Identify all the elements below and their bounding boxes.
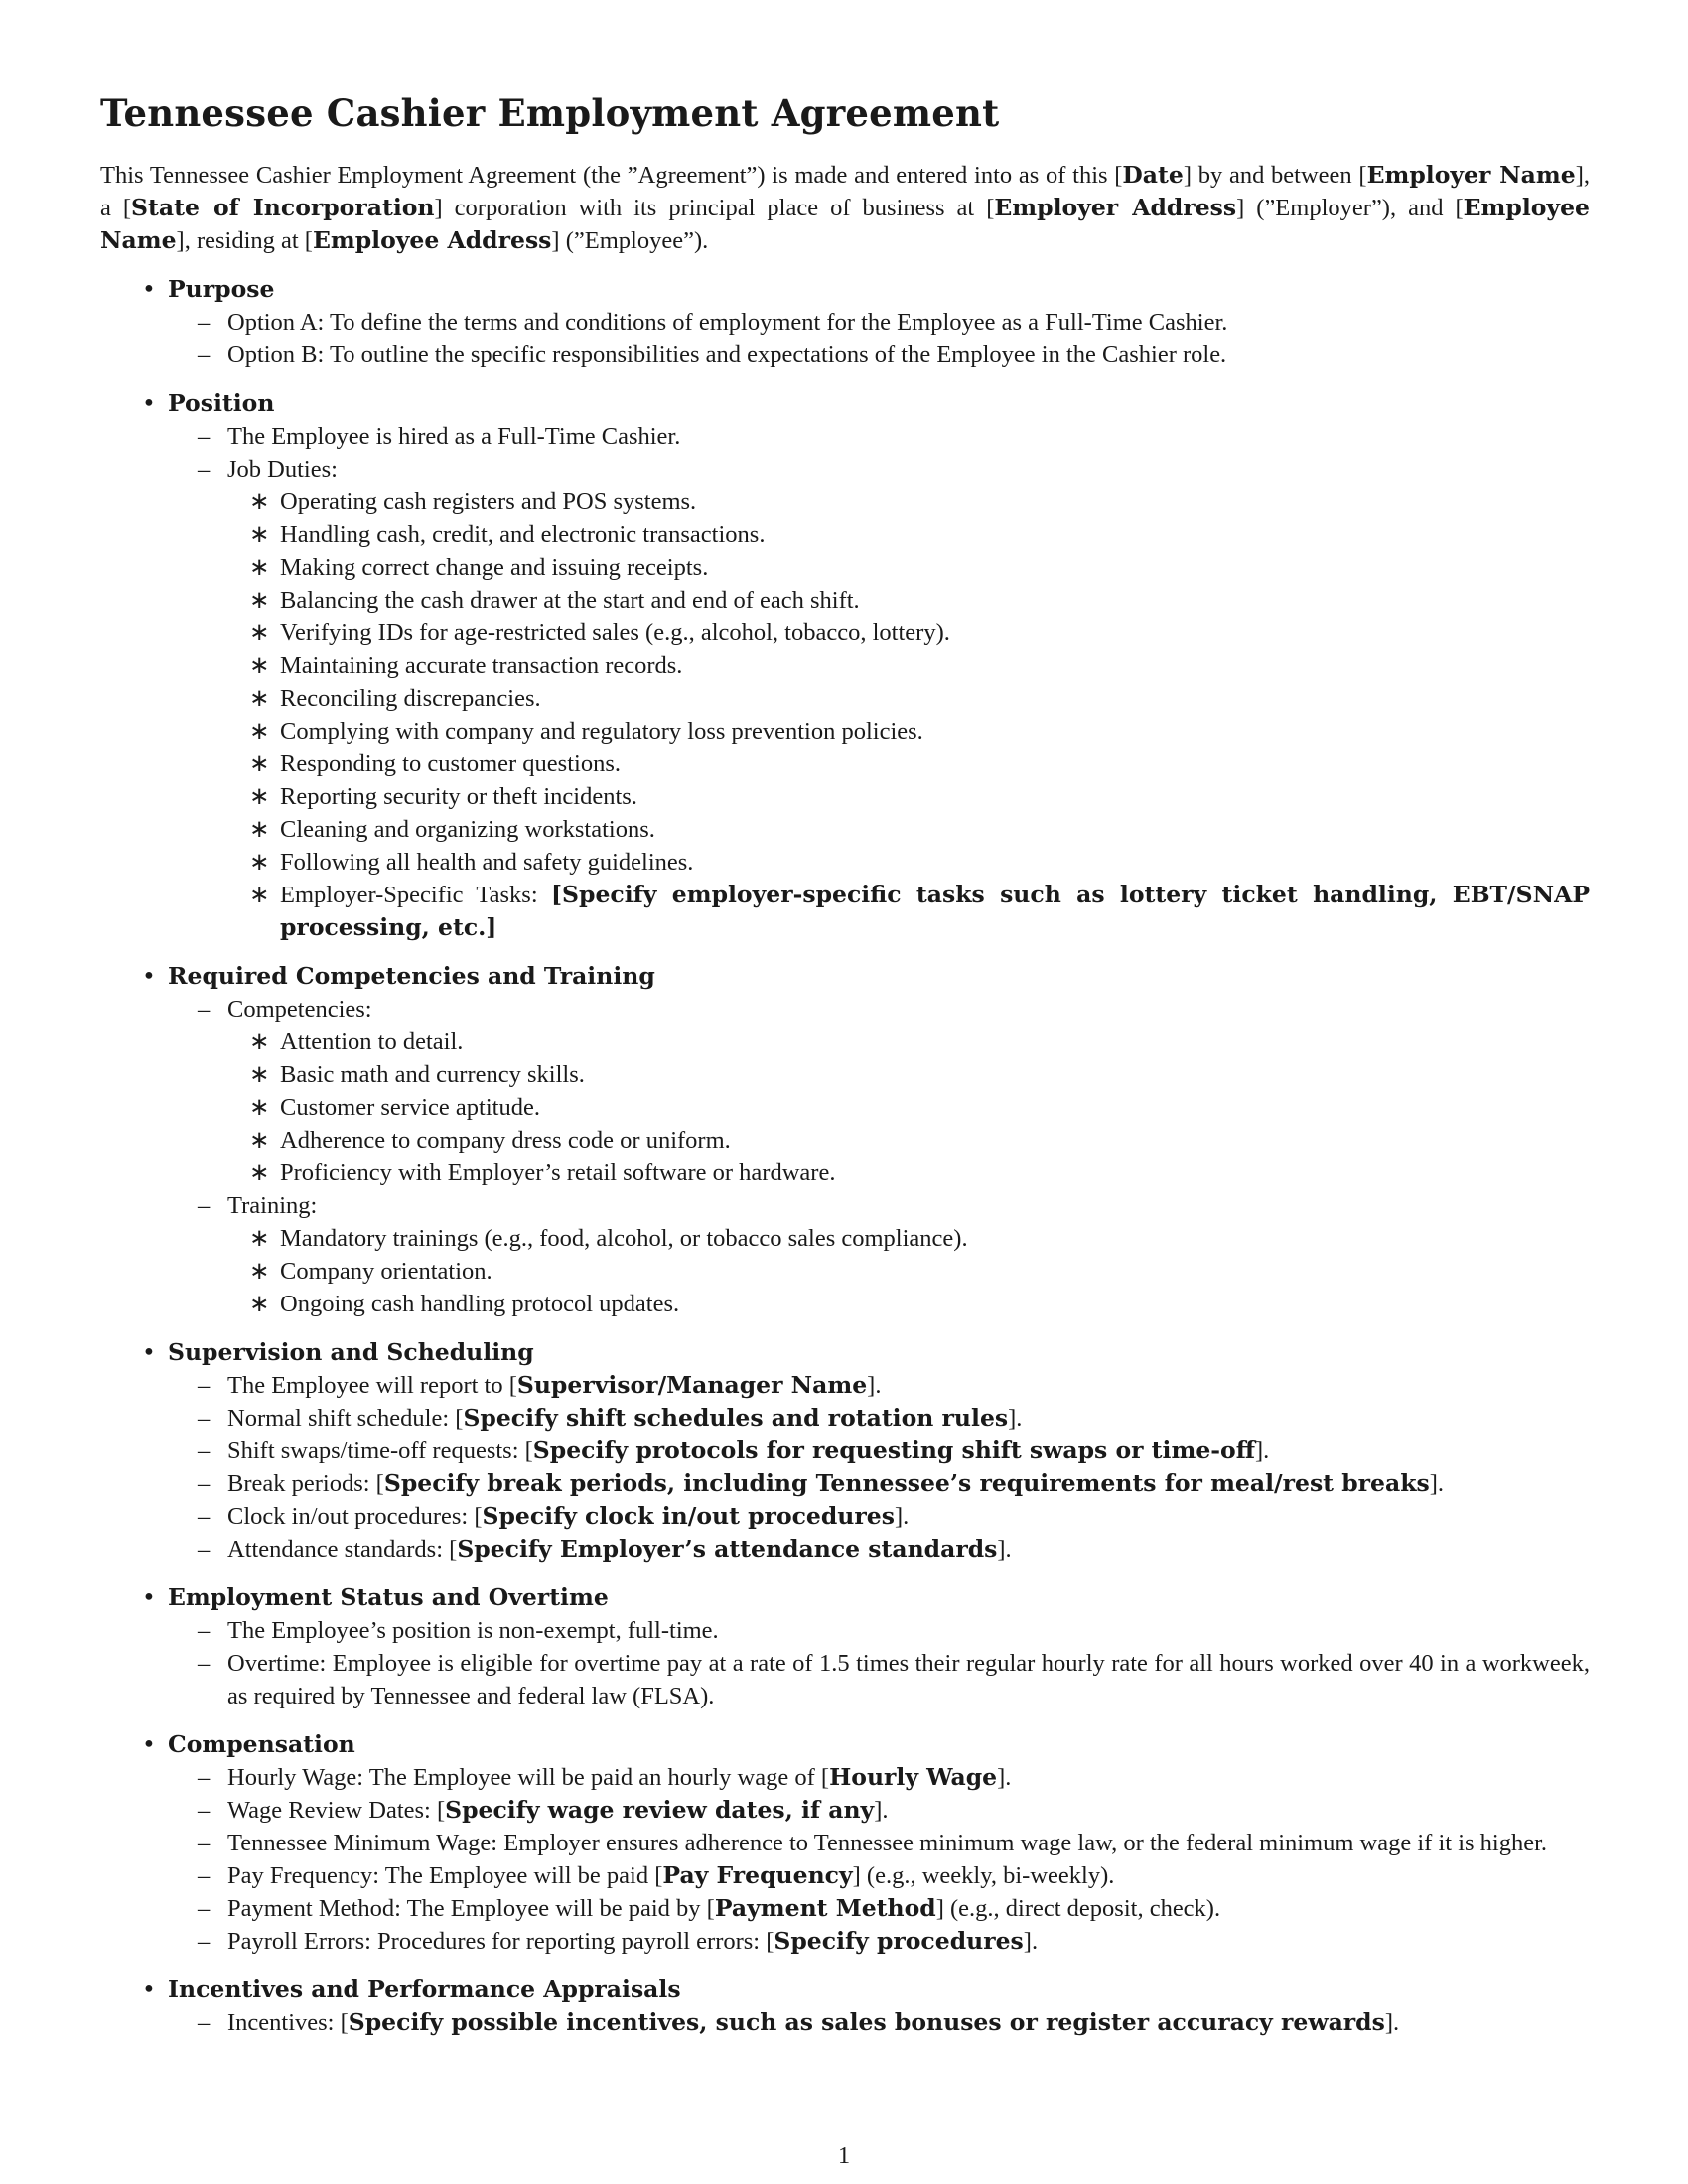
sections-list [100, 273, 1590, 2055]
placeholder-employer-name: Employer Name [1366, 161, 1576, 189]
duty-item: ∗ Operating cash registers and POS systems. [100, 485, 1590, 518]
section-heading: • Required Competencies and Training [100, 960, 1590, 993]
list-item: – Job Duties: [100, 453, 1590, 485]
training-item: ∗ Mandatory trainings (e.g., food, alcohol, or tobacco sales compliance). [100, 1222, 1590, 1255]
competency-item: ∗ Basic math and currency skills. [100, 1058, 1590, 1091]
placeholder-employer-tasks: [Specify employer-specific tasks such as lottery ticket handling, EBT/SNAP processing, etc.] [280, 881, 1590, 941]
list-item: – Pay Frequency: The Employee will be paid [Pay Frequency] (e.g., weekly, bi-weekly). [100, 1859, 1590, 1892]
section-heading: • Position [100, 387, 1590, 420]
duty-item: ∗ Making correct change and issuing receipts. [100, 551, 1590, 584]
competency-item: ∗ Customer service aptitude. [100, 1091, 1590, 1124]
placeholder-state: State of Incorporation [131, 194, 435, 221]
list-item: – Wage Review Dates: [Specify wage review dates, if any]. [100, 1794, 1590, 1827]
list-item: – Clock in/out procedures: [Specify clock in/out procedures]. [100, 1500, 1590, 1533]
duty-item: ∗ Maintaining accurate transaction records. [100, 649, 1590, 682]
list-item: – Training: [100, 1189, 1590, 1222]
intro-paragraph: This Tennessee Cashier Employment Agreement (the ”Agreement”) is made and entered into as of this [Date] by and between [Employer Name], a [State of Incorporation] corporation with its principal place of business at [Employer Address] (”Employer”), and [Employee Name], residing at [Employee Address] (”Employee”). [100, 161, 1590, 254]
section-heading: • Purpose [100, 273, 1590, 306]
competency-item: ∗ Attention to detail. [100, 1025, 1590, 1058]
duty-item: ∗ Verifying IDs for age-restricted sales (e.g., alcohol, tobacco, lottery). [100, 616, 1590, 649]
document-title: Tennessee Cashier Employment Agreement [100, 91, 1000, 135]
duty-item: ∗ Handling cash, credit, and electronic transactions. [100, 518, 1590, 551]
list-item: – Overtime: Employee is eligible for overtime pay at a rate of 1.5 times their regular hourly rate for all hours worked over 40 in a workweek, as required by Tennessee and federal law (FLSA). [100, 1647, 1590, 1712]
list-item: – Payroll Errors: Procedures for reporting payroll errors: [Specify procedures]. [100, 1925, 1590, 1958]
section-purpose [100, 273, 1590, 371]
training-item: ∗ Company orientation. [100, 1255, 1590, 1288]
section-heading: • Employment Status and Overtime [100, 1581, 1590, 1614]
duty-item: ∗ Reporting security or theft incidents. [100, 780, 1590, 813]
list-item: – Option B: To outline the specific responsibilities and expectations of the Employee in the Cashier role. [100, 339, 1590, 371]
list-item: – Hourly Wage: The Employee will be paid an hourly wage of [Hourly Wage]. [100, 1761, 1590, 1794]
section-incentives [100, 1974, 1590, 2039]
competency-item: ∗ Proficiency with Employer’s retail software or hardware. [100, 1157, 1590, 1189]
list-item: – Attendance standards: [Specify Employer’s attendance standards]. [100, 1533, 1590, 1566]
duty-item: ∗ Complying with company and regulatory loss prevention policies. [100, 715, 1590, 748]
section-position [100, 387, 1590, 944]
duty-item: ∗ Responding to customer questions. [100, 748, 1590, 780]
list-item: – Shift swaps/time-off requests: [Specify protocols for requesting shift swaps or time-off]. [100, 1434, 1590, 1467]
duty-item-employer-specific: ∗ Employer-Specific Tasks: [Specify employer-specific tasks such as lottery ticket handling, EBT/SNAP processing, etc.] [100, 879, 1590, 944]
list-item: – The Employee will report to [Supervisor/Manager Name]. [100, 1369, 1590, 1402]
list-item: – Payment Method: The Employee will be paid by [Payment Method] (e.g., direct deposit, check). [100, 1892, 1590, 1925]
duty-item: ∗ Following all health and safety guidelines. [100, 846, 1590, 879]
duty-item: ∗ Cleaning and organizing workstations. [100, 813, 1590, 846]
page-number: 1 [837, 2142, 851, 2169]
section-supervision [100, 1336, 1590, 1566]
list-item: – Break periods: [Specify break periods, including Tennessee’s requirements for meal/rest breaks]. [100, 1467, 1590, 1500]
list-item: – Tennessee Minimum Wage: Employer ensures adherence to Tennessee minimum wage law, or the federal minimum wage if it is higher. [100, 1827, 1590, 1859]
training-item: ∗ Ongoing cash handling protocol updates. [100, 1288, 1590, 1320]
duty-item: ∗ Balancing the cash drawer at the start and end of each shift. [100, 584, 1590, 616]
placeholder-employer-address: Employer Address [994, 194, 1237, 221]
section-employment-status [100, 1581, 1590, 1712]
list-item: – The Employee’s position is non-exempt, full-time. [100, 1614, 1590, 1647]
section-heading: • Supervision and Scheduling [100, 1336, 1590, 1369]
list-item: – Incentives: [Specify possible incentives, such as sales bonuses or register accuracy rewards]. [100, 2006, 1590, 2039]
list-item: – The Employee is hired as a Full-Time Cashier. [100, 420, 1590, 453]
placeholder-employee-name: Employee Name [100, 194, 1590, 254]
competency-item: ∗ Adherence to company dress code or uniform. [100, 1124, 1590, 1157]
list-item: – Normal shift schedule: [Specify shift schedules and rotation rules]. [100, 1402, 1590, 1434]
placeholder-date: Date [1122, 161, 1184, 189]
list-item: – Option A: To define the terms and conditions of employment for the Employee as a Full-Time Cashier. [100, 306, 1590, 339]
section-heading: • Incentives and Performance Appraisals [100, 1974, 1590, 2006]
placeholder-employee-address: Employee Address [312, 226, 552, 254]
section-competencies [100, 960, 1590, 1320]
list-item: – Competencies: [100, 993, 1590, 1025]
section-compensation [100, 1728, 1590, 1958]
duty-item: ∗ Reconciling discrepancies. [100, 682, 1590, 715]
section-heading: • Compensation [100, 1728, 1590, 1761]
